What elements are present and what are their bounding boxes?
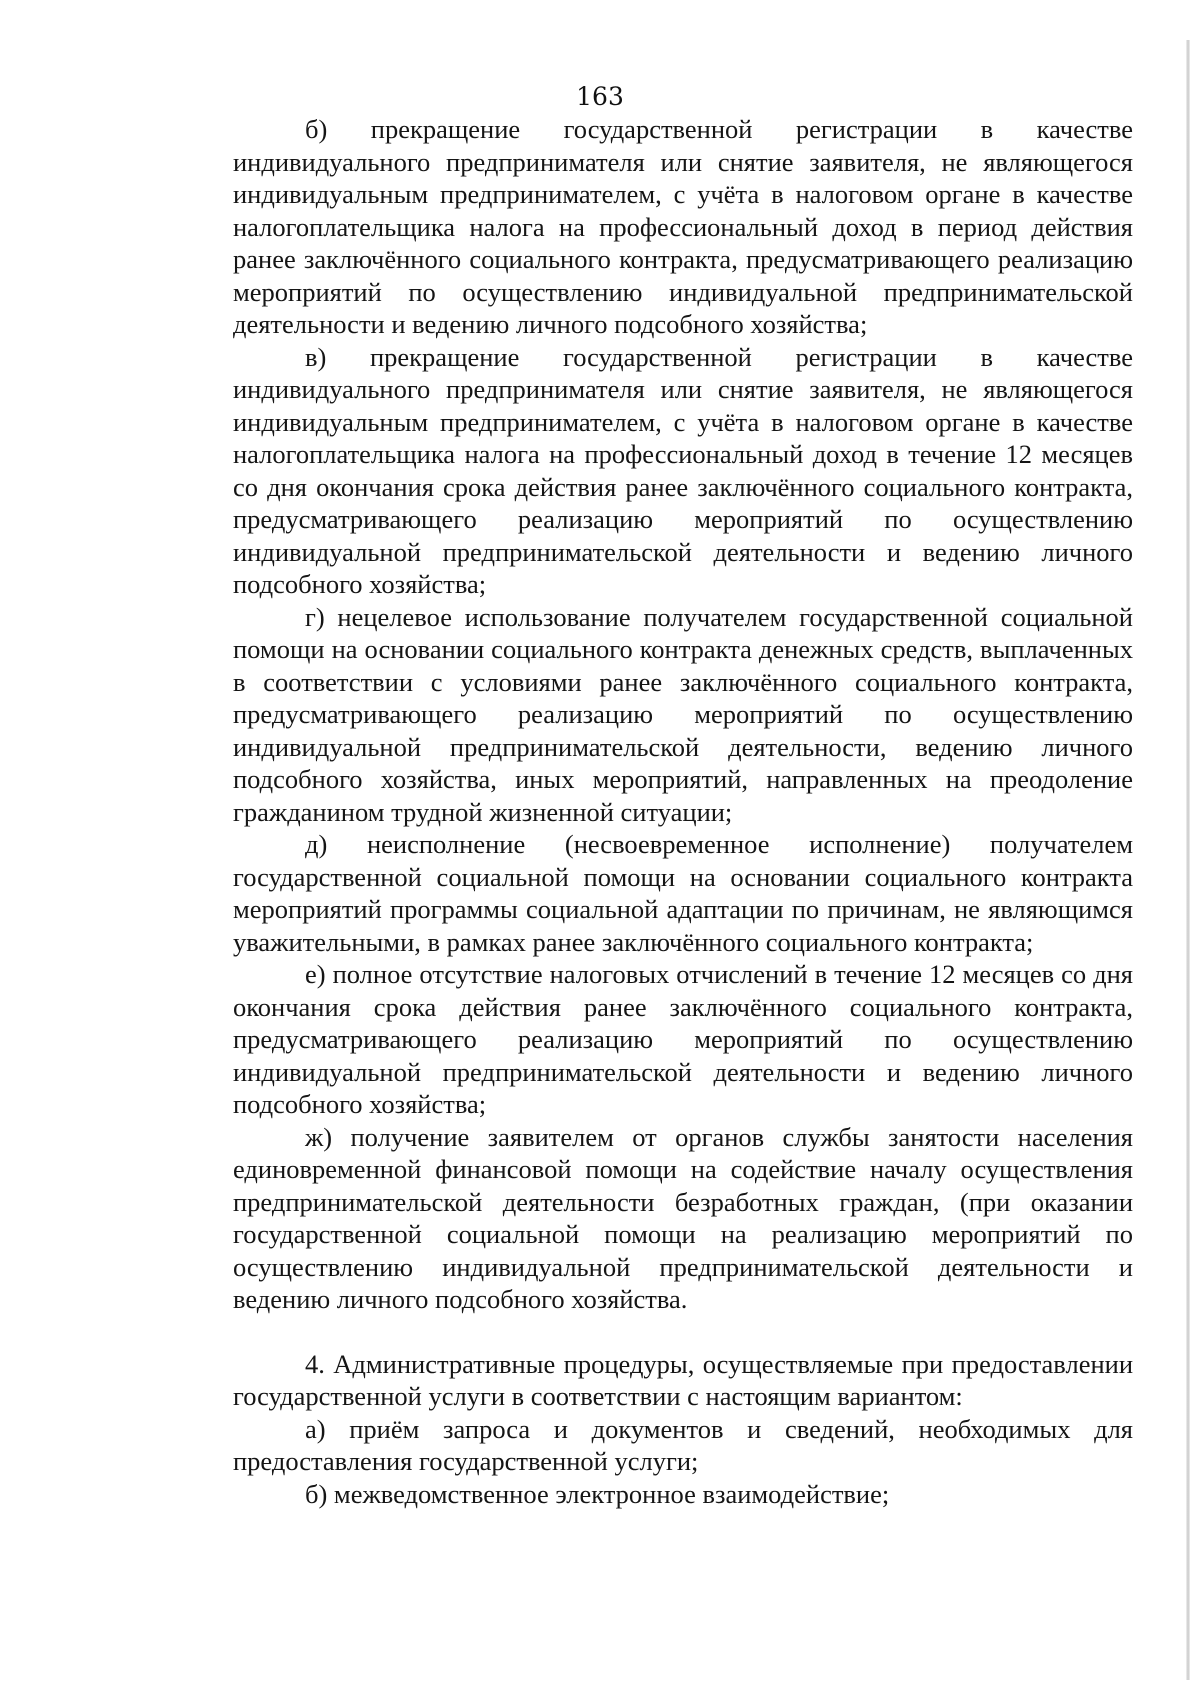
section-4-item-b: б) межведомственное электронное взаимодействие; xyxy=(305,1478,890,1509)
page-edge-shadow xyxy=(1186,40,1190,1680)
page-number: 163 xyxy=(576,82,624,111)
paragraph-b: б) прекращение государственной регистрации в качестве индивидуального предпринимателя или снятие заявителя, не являющегося индивидуальным предпринимателем, с учёта в налоговом органе в качестве налогоплательщика налога на профессиональный доход в период действия ранее заключённого социального контракта, предусматривающего реализацию мероприятий по осуществлению индивидуальной предпринимательской деятельности и ведению личного подсобного хозяйства; xyxy=(233,114,1133,339)
paragraph-e: е) полное отсутствие налоговых отчислений в течение 12 месяцев со дня окончания срока действия ранее заключённого социального контракта, предусматривающего реализацию мероприятий по осуществлению индивидуальной предпринимательской деятельности и ведению личного подсобного хозяйства; xyxy=(233,959,1133,1119)
section-spacer xyxy=(233,1316,1133,1348)
document-body xyxy=(233,113,1133,1510)
paragraph-v: в) прекращение государственной регистрации в качестве индивидуального предпринимателя или снятие заявителя, не являющегося индивидуальным предпринимателем, с учёта в налоговом органе в качестве налогоплательщика налога на профессиональный доход в течение 12 месяцев со дня окончания срока действия ранее заключённого социального контракта, предусматривающего реализацию мероприятий по осуществлению индивидуальной предпринимательской деятельности и ведению личного подсобного хозяйства; xyxy=(233,341,1133,599)
paragraph-g: г) нецелевое использование получателем государственной социальной помощи на основании социального контракта денежных средств, выплаченных в соответствии с условиями ранее заключённого социального контракта, предусматривающего реализацию мероприятий по осуществлению индивидуальной предпринимательской деятельности, ведению личного подсобного хозяйства, иных мероприятий, направленных на преодоление гражданином трудной жизненной ситуации; xyxy=(233,601,1133,827)
section-4-item-a: а) приём запроса и документов и сведений, необходимых для предоставления государственной услуги; xyxy=(233,1413,1133,1476)
section-4-heading: 4. Административные процедуры, осуществляемые при предоставлении государственной услуги в соответствии с настоящим вариантом: xyxy=(233,1348,1133,1411)
paragraph-zh: ж) получение заявителем от органов службы занятости населения единовременной финансовой помощи на содействие началу осуществления предпринимательской деятельности безработных граждан, (при оказании государственной социальной помощи на реализацию мероприятий по осуществлению индивидуальной предпринимательской деятельности и ведению личного подсобного хозяйства. xyxy=(233,1121,1133,1314)
paragraph-d: д) неисполнение (несвоевременное исполнение) получателем государственной социальной помощи на основании социального контракта мероприятий программы социальной адаптации по причинам, не являющимся уважительными, в рамках ранее заключённого социального контракта; xyxy=(233,829,1133,957)
